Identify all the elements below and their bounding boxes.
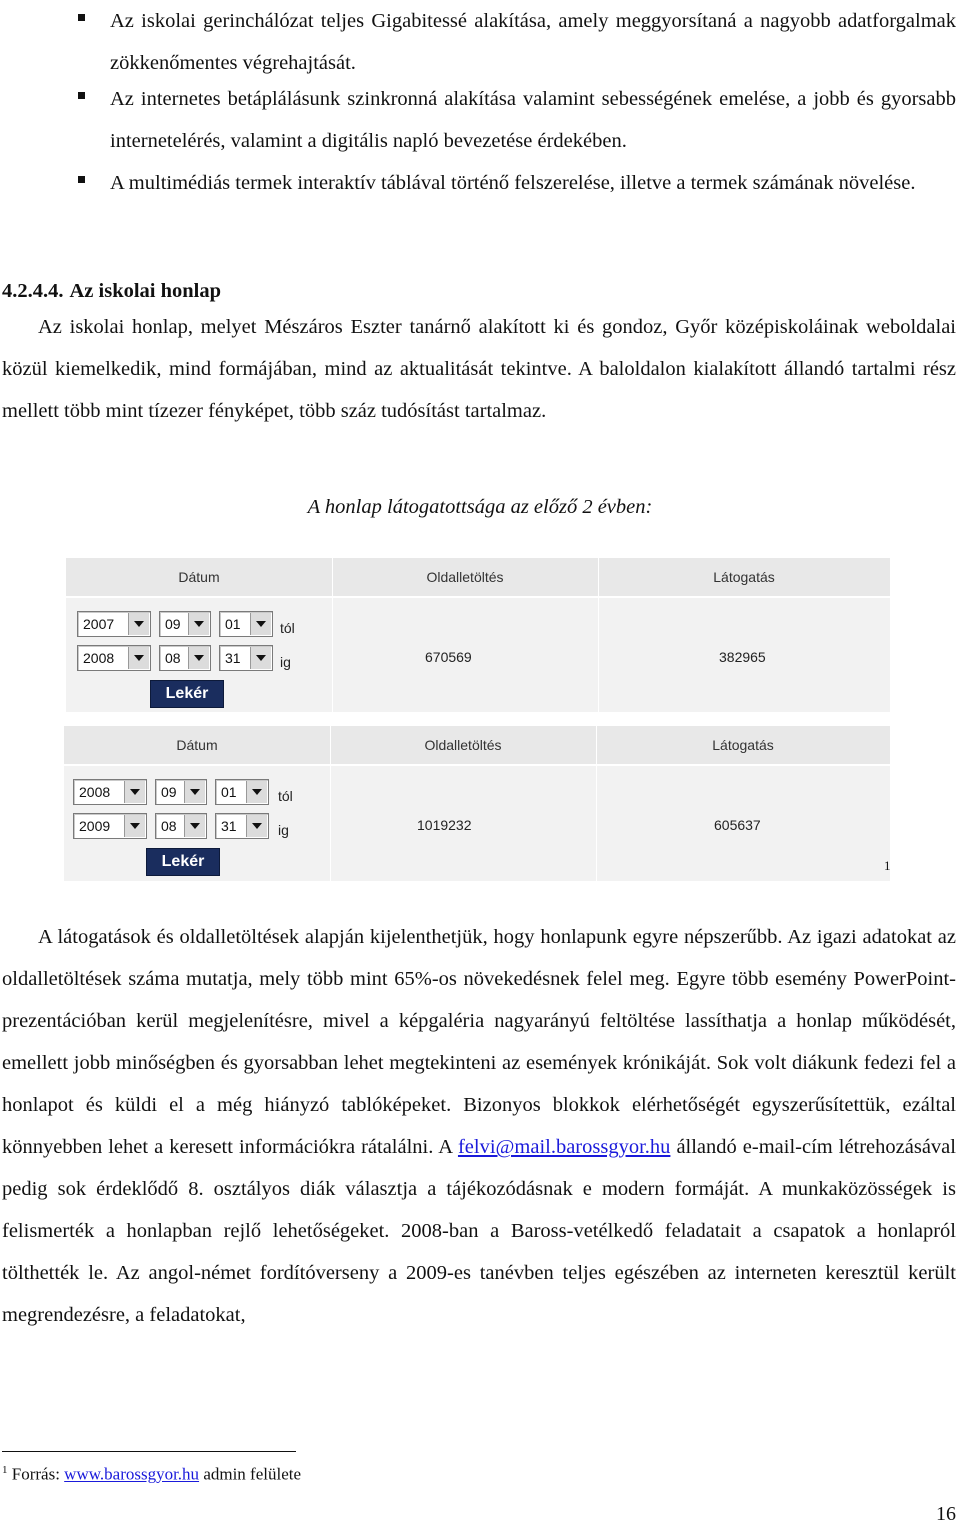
bullet-square-icon bbox=[78, 92, 85, 99]
stats-caption: A honlap látogatottsága az előző 2 évben: bbox=[307, 496, 653, 518]
from-label: tól bbox=[280, 620, 295, 636]
section-heading bbox=[2, 276, 221, 306]
pageloads-value: 1019232 bbox=[417, 817, 472, 833]
header-pageloads: Oldalletöltés bbox=[426, 569, 504, 585]
chevron-down-icon bbox=[128, 613, 149, 635]
header-divider bbox=[66, 596, 890, 598]
bullet-text: A multimédiás termek interaktív táblával történő felszerelése, illetve a termek számának növelése. bbox=[110, 172, 916, 194]
to-label: ig bbox=[280, 654, 291, 670]
chevron-down-icon bbox=[246, 781, 267, 803]
from-month-select[interactable] bbox=[155, 779, 207, 805]
bullet-item bbox=[78, 78, 956, 162]
from-day-select[interactable] bbox=[215, 779, 269, 805]
to-month-select[interactable] bbox=[159, 645, 211, 671]
chevron-down-icon bbox=[128, 647, 149, 669]
from-year-select[interactable] bbox=[77, 611, 151, 637]
bullet-text: Az internetes betáplálásunk szinkronná alakítása valamint sebességének emelése, a jobb és gyorsabb internetelérés, valamint a digitális napló bevezetése érdekében. bbox=[110, 88, 956, 152]
chevron-down-icon bbox=[250, 613, 271, 635]
visits-value: 605637 bbox=[714, 817, 761, 833]
bullet-square-icon bbox=[78, 14, 85, 21]
intro-paragraph bbox=[2, 306, 956, 432]
source-link[interactable]: www.barossgyor.hu bbox=[64, 1464, 200, 1484]
page-number: 16 bbox=[936, 1503, 956, 1525]
header-divider bbox=[64, 764, 890, 766]
bullet-item bbox=[78, 162, 956, 204]
stats-panel bbox=[66, 558, 890, 712]
select-value: 01 bbox=[225, 616, 241, 632]
chevron-down-icon bbox=[246, 815, 267, 837]
select-value: 2008 bbox=[83, 650, 115, 666]
select-value: 08 bbox=[165, 650, 181, 666]
section-title: Az iskolai honlap bbox=[69, 280, 222, 302]
to-label: ig bbox=[278, 822, 289, 838]
select-value: 2008 bbox=[79, 784, 111, 800]
header-visits: Látogatás bbox=[713, 569, 775, 585]
to-day-select[interactable] bbox=[215, 813, 269, 839]
header-date: Dátum bbox=[178, 569, 220, 585]
footnote-reference: 1 bbox=[884, 858, 891, 873]
bullet-item bbox=[78, 0, 956, 84]
chevron-down-icon bbox=[124, 781, 145, 803]
select-value: 2007 bbox=[83, 616, 115, 632]
chevron-down-icon bbox=[184, 781, 205, 803]
header-date: Dátum bbox=[176, 737, 218, 753]
select-value: 08 bbox=[161, 818, 177, 834]
footnote-mark: 1 bbox=[2, 1464, 8, 1476]
body-paragraph bbox=[2, 916, 956, 1336]
footnote bbox=[2, 1464, 301, 1485]
chevron-down-icon bbox=[124, 815, 145, 837]
section-number: 4.2.4.4. bbox=[2, 280, 64, 302]
select-value: 2009 bbox=[79, 818, 111, 834]
stats-panel bbox=[64, 726, 890, 881]
chevron-down-icon bbox=[188, 613, 209, 635]
select-value: 01 bbox=[221, 784, 237, 800]
chevron-down-icon bbox=[188, 647, 209, 669]
footnote-separator bbox=[2, 1451, 296, 1452]
select-value: 31 bbox=[221, 818, 237, 834]
to-day-select[interactable] bbox=[219, 645, 273, 671]
from-day-select[interactable] bbox=[219, 611, 273, 637]
body-text: állandó e-mail-cím létrehozásával pedig sok érdeklődő 8. osztályos diák választja a tájékozódásnak e modern formáját. A munkaközösségek is felismerték a honlapban rejlő lehetőségeket. 2008-ban a Baross-vetélkedő feladatait a csapatok a honlapról tölthették le. Az angol-német fordítóverseny a 2009-es tanévben teljes egészében az interneten keresztül került megrendezésre, a feladatokat, bbox=[2, 1136, 956, 1326]
from-month-select[interactable] bbox=[159, 611, 211, 637]
query-button[interactable]: Lekér bbox=[150, 680, 224, 708]
body-text: A látogatások és oldalletöltések alapján kijelenthetjük, hogy honlapunk egyre népszerűbb. Az igazi adatokat az oldalletöltések száma mutatja, mely több mint 65%-os növekedésnek felel meg. Egyre több esemény PowerPoint-prezentációban kerül megjelenítésre, mivel a képgaléria nagyarányú feltöltése lassíthatja a honlap működését, emellett jobb minőségben és gyorsabban lehet megtekinteni az események krónikáját. Sok volt diákunk fedezi fel a honlapot és küldi el a még hiányzó tablóképeket. Bizonyos blokkok elérhetőségét egyszerűsítettük, ezáltal könnyebben lehet a keresett információkra rátalálni. A bbox=[2, 926, 956, 1158]
header-pageloads: Oldalletöltés bbox=[424, 737, 502, 753]
pageloads-value: 670569 bbox=[425, 649, 472, 665]
to-year-select[interactable] bbox=[77, 645, 151, 671]
footnote-suffix: admin felülete bbox=[199, 1464, 302, 1484]
intro-text: Az iskolai honlap, melyet Mészáros Eszter tanárnő alakított ki és gondoz, Győr középiskoláinak weboldalai közül kiemelkedik, mind formájában, mind az aktualitását tekintve. A baloldalon kialakított állandó tartalmi rész mellett több mint tízezer fényképet, több száz tudósítást tartalmaz. bbox=[2, 316, 956, 422]
bullet-text: Az iskolai gerinchálózat teljes Gigabitessé alakítása, amely meggyorsítaná a nagyobb adatforgalmak zökkenőmentes végrehajtását. bbox=[110, 10, 956, 74]
select-value: 09 bbox=[165, 616, 181, 632]
email-link[interactable]: felvi@mail.barossgyor.hu bbox=[457, 1136, 671, 1158]
footnote-prefix: Forrás: bbox=[11, 1464, 65, 1484]
query-button[interactable]: Lekér bbox=[146, 848, 220, 876]
visits-value: 382965 bbox=[719, 649, 766, 665]
select-value: 31 bbox=[225, 650, 241, 666]
select-value: 09 bbox=[161, 784, 177, 800]
bullet-square-icon bbox=[78, 176, 85, 183]
chevron-down-icon bbox=[250, 647, 271, 669]
from-label: tól bbox=[278, 788, 293, 804]
chevron-down-icon bbox=[184, 815, 205, 837]
header-visits: Látogatás bbox=[712, 737, 774, 753]
from-year-select[interactable] bbox=[73, 779, 147, 805]
to-month-select[interactable] bbox=[155, 813, 207, 839]
to-year-select[interactable] bbox=[73, 813, 147, 839]
